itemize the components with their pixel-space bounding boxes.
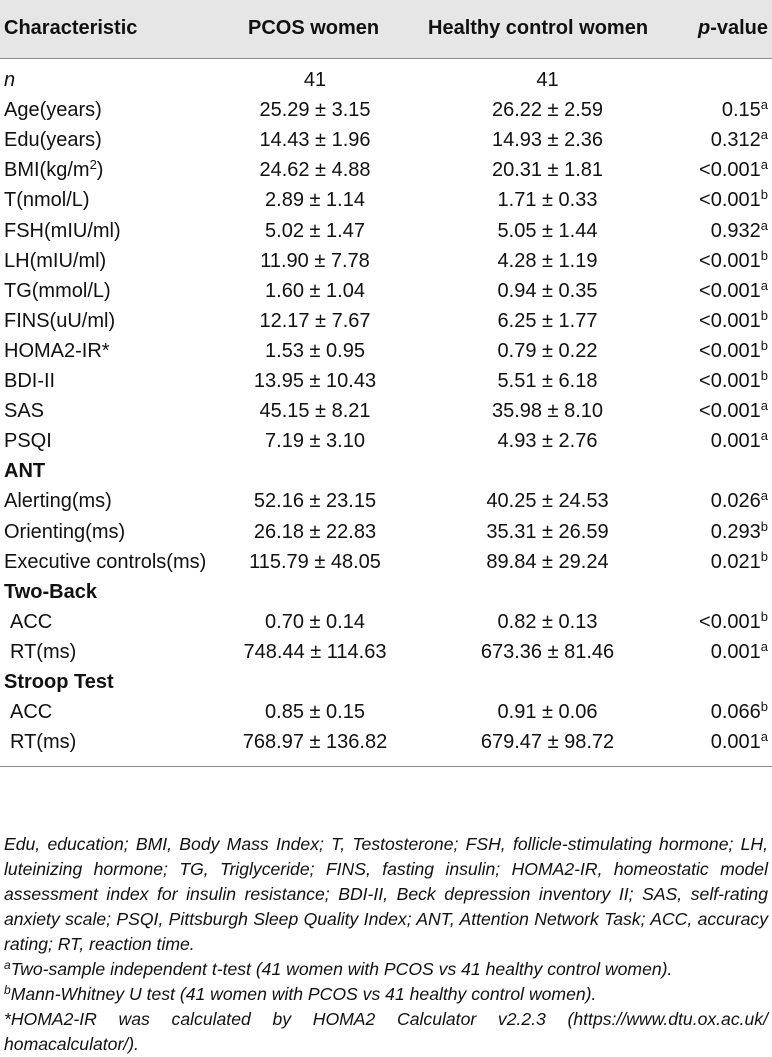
cell-control: 0.79 ± 0.22 (497, 339, 598, 362)
p-value-text: <0.001 (699, 159, 761, 182)
row-label-text: Executive controls(ms) (4, 550, 207, 573)
p-value-test-mark: a (760, 157, 768, 173)
row-label-text: LH(mIU/ml) (4, 249, 107, 272)
footnote-b (4, 982, 768, 1007)
table-row (0, 276, 772, 306)
cell-control: 4.93 ± 2.76 (497, 430, 598, 453)
bottom-rule (0, 766, 772, 767)
cell-p-value (711, 129, 768, 152)
table-row (0, 426, 772, 456)
p-value-test-mark: a (760, 97, 768, 113)
cell-p-value (711, 490, 768, 513)
cell-control: 35.31 ± 26.59 (486, 520, 609, 543)
row-label (10, 701, 52, 724)
p-value-test-mark: a (760, 638, 768, 654)
row-label (4, 310, 115, 333)
cell-control: 35.98 ± 8.10 (491, 400, 604, 423)
p-value-test-mark: b (760, 247, 768, 263)
table-footnotes (4, 832, 768, 1057)
p-value-text: <0.001 (699, 249, 761, 272)
table-row (0, 637, 772, 667)
p-value-text: 0.066 (710, 701, 761, 724)
section-row (0, 456, 772, 486)
row-label-text: BMI(kg/m (4, 159, 90, 182)
cell-p-value (699, 400, 768, 423)
cell-pcos: 11.90 ± 7.78 (260, 249, 370, 272)
row-label-text: ACC (10, 610, 53, 633)
p-value-test-mark: b (760, 699, 768, 715)
footnote-a-text: Two-sample independent t-test (41 women with PCOS vs 41 healthy control women). (10, 959, 673, 979)
p-value-text: <0.001 (699, 309, 761, 332)
p-value-text: 0.312 (710, 129, 761, 152)
p-value-test-mark: b (760, 307, 768, 323)
p-value-text: <0.001 (699, 370, 761, 392)
row-label-text: n (4, 69, 16, 91)
row-label-text: ACC (10, 701, 53, 724)
cell-p-value (710, 217, 768, 243)
row-label (4, 129, 102, 152)
header-p-rest: -value (710, 17, 768, 39)
cell-control: 6.25 ± 1.77 (497, 309, 598, 332)
table-row (0, 155, 772, 185)
p-value-text: <0.001 (699, 339, 761, 362)
row-label (4, 220, 121, 243)
p-value-test-mark: a (760, 217, 768, 233)
row-label-text: Orienting(ms) (4, 520, 126, 543)
footnote-b-text: Mann-Whitney U test (41 women with PCOS vs 41 healthy control women). (10, 984, 597, 1004)
table-row (0, 547, 772, 577)
header-pcos: PCOS women (248, 17, 380, 39)
p-value-test-mark: b (760, 548, 768, 564)
section-label (4, 671, 114, 694)
row-label-text: SAS (4, 400, 45, 423)
row-label-tail: ) (96, 159, 104, 182)
p-value-text: 0.001 (710, 430, 761, 453)
cell-control: 679.47 ± 98.72 (480, 731, 615, 754)
cell-pcos: 1.53 ± 0.95 (265, 339, 365, 362)
row-label (4, 250, 106, 273)
row-label (10, 731, 76, 754)
p-value-test-mark: b (760, 187, 768, 203)
row-label-text: RT(ms) (10, 640, 77, 663)
table-row (0, 396, 772, 426)
row-label (4, 370, 55, 393)
p-value-test-mark: a (760, 127, 768, 143)
table-row (0, 336, 772, 366)
cell-control: 1.71 ± 0.33 (497, 189, 598, 212)
cell-p-value (711, 430, 768, 453)
p-value-test-mark: a (760, 428, 768, 444)
p-value-test-mark: a (760, 729, 768, 745)
cell-pcos: 0.70 ± 0.14 (265, 610, 365, 633)
cell-p-value (699, 307, 768, 333)
table-row (0, 727, 772, 757)
row-label (4, 521, 125, 544)
row-label-text: FINS(uU/ml) (4, 309, 116, 332)
cell-pcos: 7.19 ± 3.10 (265, 430, 365, 453)
footnote-b-mark: b (4, 983, 11, 997)
row-label-sup: 2 (89, 157, 97, 173)
row-label-text: Stroop Test (4, 671, 114, 693)
cell-pcos: 13.95 ± 10.43 (253, 370, 377, 392)
p-value-text: <0.001 (699, 189, 761, 212)
row-label (4, 189, 90, 212)
cell-control: 20.31 ± 1.81 (491, 159, 604, 182)
row-label-text: Two-Back (4, 580, 97, 603)
row-label (10, 641, 76, 664)
cell-control: 0.94 ± 0.35 (497, 279, 598, 302)
p-value-text: 0.021 (710, 550, 761, 573)
cell-p-value (722, 99, 768, 122)
cell-pcos: 5.02 ± 1.47 (265, 219, 365, 242)
row-label (10, 611, 52, 634)
p-value-test-mark: a (760, 398, 768, 414)
p-value-text: 0.15 (721, 99, 761, 122)
cell-p-value (699, 337, 768, 363)
cell-p-value (699, 370, 768, 393)
cell-control: 40.25 ± 24.53 (486, 490, 609, 513)
header-characteristic: Characteristic (4, 17, 138, 39)
p-value-test-mark: b (760, 518, 768, 534)
cell-p-value (711, 701, 768, 724)
cell-control: 5.51 ± 6.18 (497, 370, 598, 392)
row-label (4, 551, 206, 574)
row-label-text: PSQI (4, 430, 52, 453)
footnote-star-1: *HOMA2-IR was calculated by HOMA2 Calculator v2.2.3 (https://www.dtu.ox.ac.uk/ (4, 1009, 768, 1029)
table-row (0, 366, 772, 396)
cell-p-value (699, 608, 768, 634)
cell-pcos: 26.18 ± 22.83 (253, 520, 377, 543)
cell-pcos: 45.15 ± 8.21 (259, 400, 371, 423)
cell-pcos: 768.97 ± 136.82 (242, 731, 388, 754)
table-row (0, 486, 772, 516)
cell-p-value (710, 638, 768, 664)
row-label-text: BDI-II (4, 370, 56, 392)
cell-pcos: 12.17 ± 7.67 (259, 309, 371, 332)
cell-pcos: 52.16 ± 23.15 (253, 490, 377, 513)
header-p-value (698, 17, 768, 40)
section-row (0, 577, 772, 607)
cell-control: 0.91 ± 0.06 (497, 701, 598, 724)
row-label (4, 400, 44, 423)
row-label-text: RT(ms) (10, 731, 77, 754)
p-value-test-mark: a (760, 488, 768, 504)
row-label (4, 69, 15, 92)
cell-pcos: 748.44 ± 114.63 (243, 640, 387, 663)
header-p-italic: p (697, 17, 711, 39)
p-value-text: 0.001 (710, 640, 761, 663)
cell-p-value (699, 189, 768, 212)
cell-p-value (710, 518, 768, 544)
cell-pcos: 115.79 ± 48.05 (249, 550, 381, 573)
table-row (0, 185, 772, 215)
row-label-text: Edu(years) (4, 129, 102, 152)
row-label-text: ANT (4, 460, 46, 483)
table-row (0, 517, 772, 547)
table-row (0, 607, 772, 637)
cell-control: 41 (536, 69, 559, 91)
cell-pcos: 2.89 ± 1.14 (265, 189, 365, 212)
cell-p-value (699, 247, 768, 273)
p-value-text: <0.001 (699, 400, 761, 423)
cell-pcos: 0.85 ± 0.15 (265, 701, 365, 724)
cell-control: 14.93 ± 2.36 (491, 129, 604, 152)
cell-p-value (710, 548, 768, 574)
section-label (4, 460, 45, 483)
row-label-text: FSH(mIU/ml) (4, 219, 121, 242)
p-value-test-mark: b (760, 608, 768, 624)
row-label (4, 490, 112, 513)
cell-pcos: 25.29 ± 3.15 (259, 99, 371, 122)
header-rule (0, 58, 772, 59)
p-value-text: <0.001 (699, 610, 761, 633)
row-label (4, 280, 111, 303)
table-row (0, 125, 772, 155)
footnote-a (4, 957, 768, 982)
table-header (0, 0, 772, 58)
section-row (0, 667, 772, 697)
row-label (4, 340, 110, 363)
row-label-text: Age(years) (4, 99, 102, 122)
row-label (4, 99, 102, 122)
cell-control: 4.28 ± 1.19 (497, 249, 598, 272)
cell-pcos: 1.60 ± 1.04 (265, 279, 365, 302)
cell-pcos: 14.43 ± 1.96 (259, 129, 371, 152)
cell-control: 673.36 ± 81.46 (480, 640, 615, 663)
cell-control: 0.82 ± 0.13 (497, 610, 598, 633)
p-value-test-mark: b (760, 337, 768, 353)
cell-control: 5.05 ± 1.44 (497, 219, 598, 242)
row-label (4, 159, 103, 182)
row-label-text: HOMA2-IR* (4, 339, 110, 362)
row-label-text: TG(mmol/L) (4, 279, 111, 302)
cell-p-value (699, 277, 768, 303)
row-label (4, 430, 52, 453)
p-value-text: 0.026 (710, 490, 761, 513)
cell-p-value (711, 731, 768, 754)
p-value-test-mark: a (760, 277, 768, 293)
cell-pcos: 41 (303, 69, 327, 91)
table-row (0, 697, 772, 727)
cell-control: 26.22 ± 2.59 (491, 99, 604, 122)
header-control: Healthy control women (428, 17, 649, 39)
cell-pcos: 24.62 ± 4.88 (259, 159, 371, 182)
p-value-test-mark: b (760, 368, 768, 383)
p-value-text: 0.293 (710, 520, 761, 543)
row-label-text: T(nmol/L) (4, 189, 90, 212)
table-row (0, 216, 772, 246)
row-label-text: Alerting(ms) (4, 490, 112, 513)
p-value-text: 0.932 (710, 219, 761, 242)
footnote-star-2: homacalculator/). (4, 1034, 139, 1054)
cell-control: 89.84 ± 29.24 (486, 550, 609, 573)
p-value-text: 0.001 (710, 731, 761, 754)
table-row (0, 65, 772, 95)
section-label (4, 581, 97, 604)
cell-p-value (699, 159, 768, 182)
table-row (0, 306, 772, 336)
table-row (0, 246, 772, 276)
footnote-a-mark: a (4, 958, 11, 972)
footnote-abbreviations: Edu, education; BMI, Body Mass Index; T, Testosterone; FSH, follicle-stimulating hormone; LH, luteinizing hormone; TG, Triglyceride; FINS, fasting insulin; HOMA2-IR, homeostatic model assessment index for insulin resistance; BDI-II, Beck depression inventory II; SAS, self-rating anxiety scale; PSQI, Pittsburgh Sleep Quality Index; ANT, Attention Network Task; ACC, accuracy rating; RT, reaction time. (4, 834, 768, 954)
table-row (0, 95, 772, 125)
p-value-text: <0.001 (699, 279, 761, 302)
